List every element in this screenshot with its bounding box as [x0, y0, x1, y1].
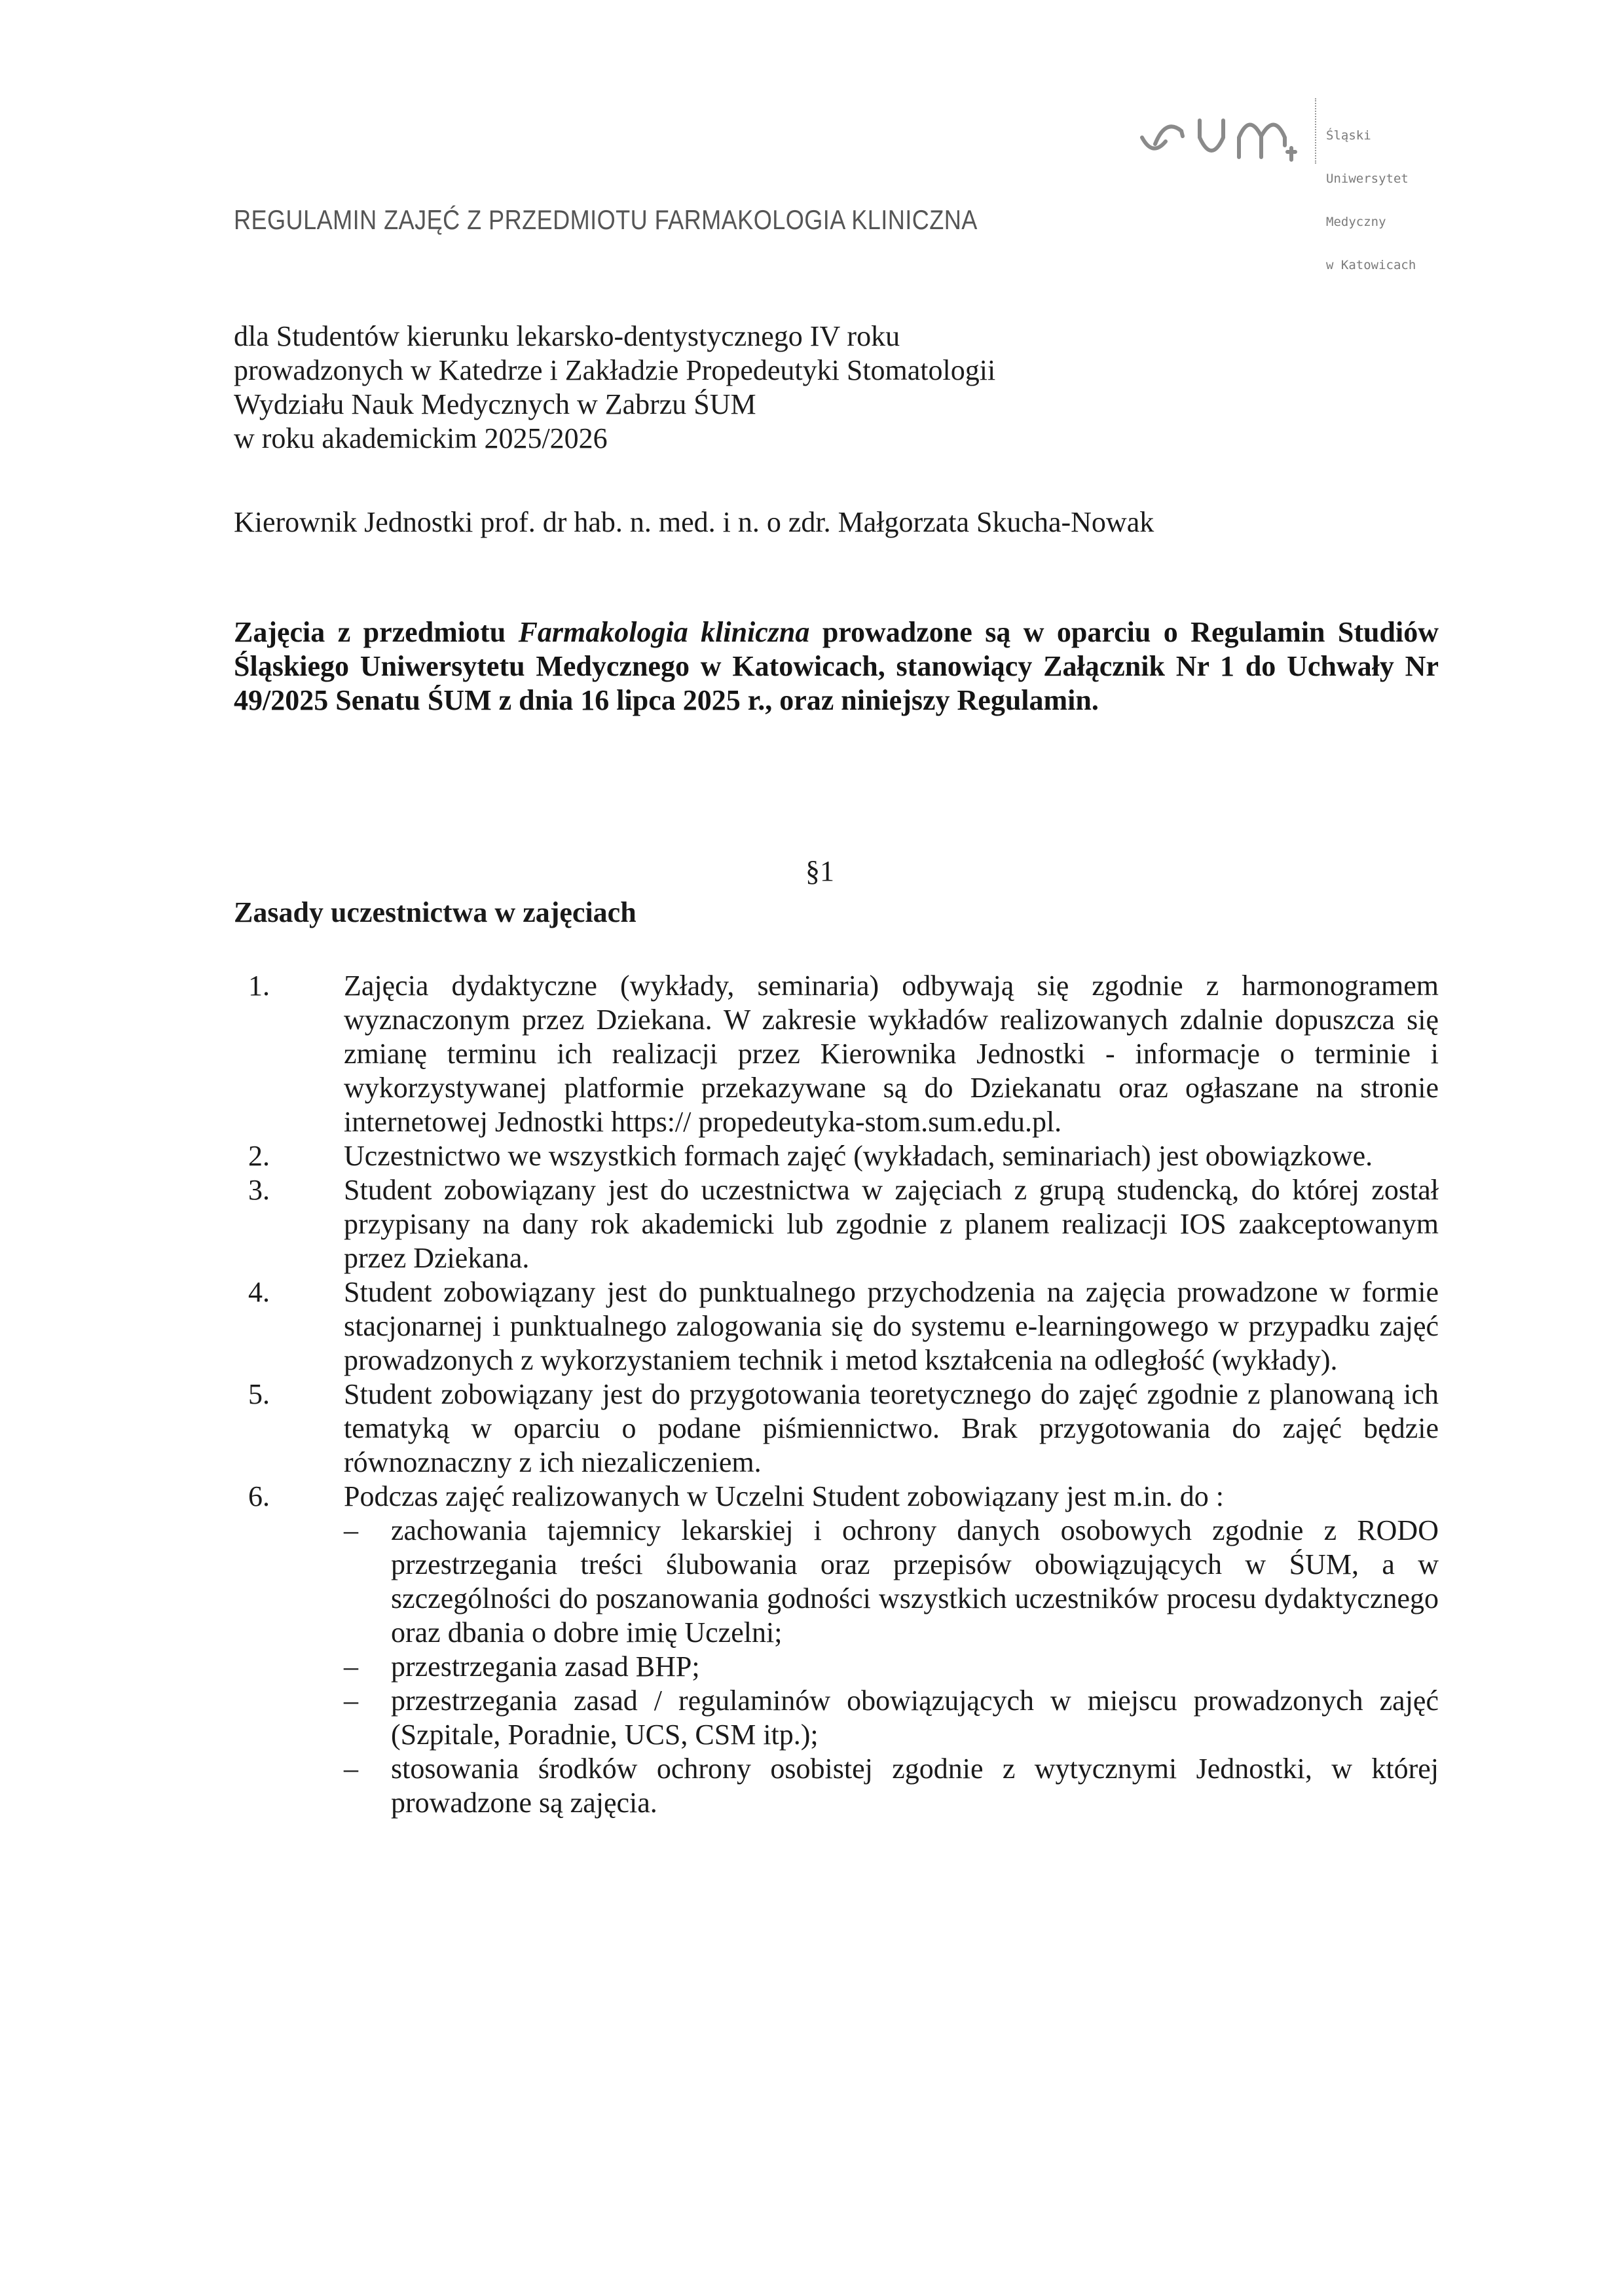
intro-line: w roku akademickim 2025/2026 [234, 422, 608, 454]
sub-item [344, 1514, 1439, 1650]
logo-divider [1315, 98, 1316, 164]
sub-item-text: przestrzegania zasad / regulaminów obowiązujących w miejscu prowadzonych zajęć (Szpitale, Poradnie, UCS, CSM itp.); [391, 1685, 1439, 1751]
rule-number: 4. [248, 1276, 270, 1308]
rule-item [234, 1139, 1439, 1173]
rule-number: 2. [248, 1140, 270, 1172]
rule-number: 5. [248, 1378, 270, 1410]
dash-bullet: – [344, 1514, 358, 1546]
document-title: REGULAMIN ZAJĘĆ Z PRZEDMIOTU FARMAKOLOGIA KLINICZNA [234, 204, 978, 235]
basis-text: Zajęcia z przedmiotu [234, 616, 519, 648]
section-title: Zasady uczestnictwa w zajęciach [234, 896, 637, 928]
rule-item [234, 969, 1439, 1139]
institution-line: w Katowicach [1326, 258, 1416, 272]
university-logo [1139, 98, 1441, 272]
institution-line: Uniwersytet [1326, 172, 1409, 186]
section-mark: §1 [805, 855, 834, 887]
sub-item [344, 1650, 1439, 1684]
sub-item-text: przestrzegania zasad BHP; [391, 1650, 700, 1683]
head-of-unit: Kierownik Jednostki prof. dr hab. n. med. i n. o zdr. Małgorzata Skucha-Nowak [234, 506, 1154, 538]
rule-item [234, 1377, 1439, 1480]
rule-number: 1. [248, 970, 270, 1002]
intro-line: dla Studentów kierunku lekarsko-dentystycznego IV roku [234, 320, 900, 352]
dash-bullet: – [344, 1650, 358, 1683]
rule-number: 6. [248, 1480, 270, 1512]
rule-item [234, 1480, 1439, 1820]
institution-line: Medyczny [1326, 215, 1386, 229]
rule-text: Uczestnictwo we wszystkich formach zajęć (wykładach, seminariach) jest obowiązkowe. [344, 1140, 1373, 1172]
rule-number: 3. [248, 1174, 270, 1206]
rule-item [234, 1275, 1439, 1377]
intro-block [234, 319, 995, 456]
rule-item [234, 1173, 1439, 1275]
rule-text: Podczas zajęć realizowanych w Uczelni Student zobowiązany jest m.in. do : [344, 1480, 1224, 1512]
rule-text: Student zobowiązany jest do punktualnego przychodzenia na zajęcia prowadzone w formie stacjonarnej i punktualnego zalogowania się do systemu e-learningowego w przypadku zajęć prowadzonych z wykorzystaniem technik i metod kształcenia na odległość (wykłady). [344, 1276, 1439, 1376]
rule-text: Student zobowiązany jest do przygotowania teoretycznego do zajęć zgodnie z planowaną ich tematyką w oparciu o podane piśmiennictwo. Brak przygotowania do zajęć będzie równoznaczny z ich niezaliczeniem. [344, 1378, 1439, 1478]
basis-text: prowadzone są w oparciu o Regulamin Studiów Śląskiego Uniwersytetu Medycznego w Katowicach, stanowiący Załącznik Nr 1 do Uchwały Nr 49/2025 Senatu ŚUM z dnia 16 lipca 2025 r., oraz niniejszy Regulamin. [234, 616, 1439, 716]
sub-item-text: zachowania tajemnicy lekarskiej i ochrony danych osobowych zgodnie z RODO przestrzegania treści ślubowania oraz przepisów obowiązujących w ŚUM, a w szczególności do poszanowania godności wszystkich uczestników procesu dydaktycznego oraz dbania o dobre imię Uczelni; [391, 1514, 1439, 1649]
sub-item-text: stosowania środków ochrony osobistej zgodnie z wytycznymi Jednostki, w której prowadzone są zajęcia. [391, 1753, 1439, 1819]
intro-line: Wydziału Nauk Medycznych w Zabrzu ŚUM [234, 388, 756, 420]
sub-item [344, 1684, 1439, 1752]
intro-line: prowadzonych w Katedrze i Zakładzie Propedeutyki Stomatologii [234, 354, 996, 386]
dash-bullet: – [344, 1753, 358, 1785]
rule-text: Student zobowiązany jest do uczestnictwa w zajęciach z grupą studencką, do której został przypisany na dany rok akademicki lub zgodnie z planem realizacji IOS zaakceptowanym przez Dziekana. [344, 1174, 1439, 1274]
dash-bullet: – [344, 1685, 358, 1717]
rule-text: Zajęcia dydaktyczne (wykłady, seminaria) odbywają się zgodnie z harmonogramem wyznaczonym przez Dziekana. W zakresie wykładów realizowanych zdalnie dopuszcza się zmianę terminu ich realizacji przez Kierownika Jednostki - informacje o terminie i wykorzystywanej platformie przekazywane są do Dziekanatu oraz ogłaszane na stronie internetowej Jednostki https:// propedeutyka-stom.sum.edu.pl. [344, 970, 1439, 1138]
subject-name: Farmakologia kliniczna [518, 616, 810, 648]
sub-item [344, 1752, 1439, 1820]
sum-logo-mark-icon [1139, 105, 1310, 164]
institution-name [1326, 100, 1416, 301]
rules-list [234, 969, 1439, 1820]
institution-line: Śląski [1326, 128, 1371, 143]
legal-basis-paragraph [234, 615, 1439, 718]
sub-list [344, 1514, 1439, 1820]
